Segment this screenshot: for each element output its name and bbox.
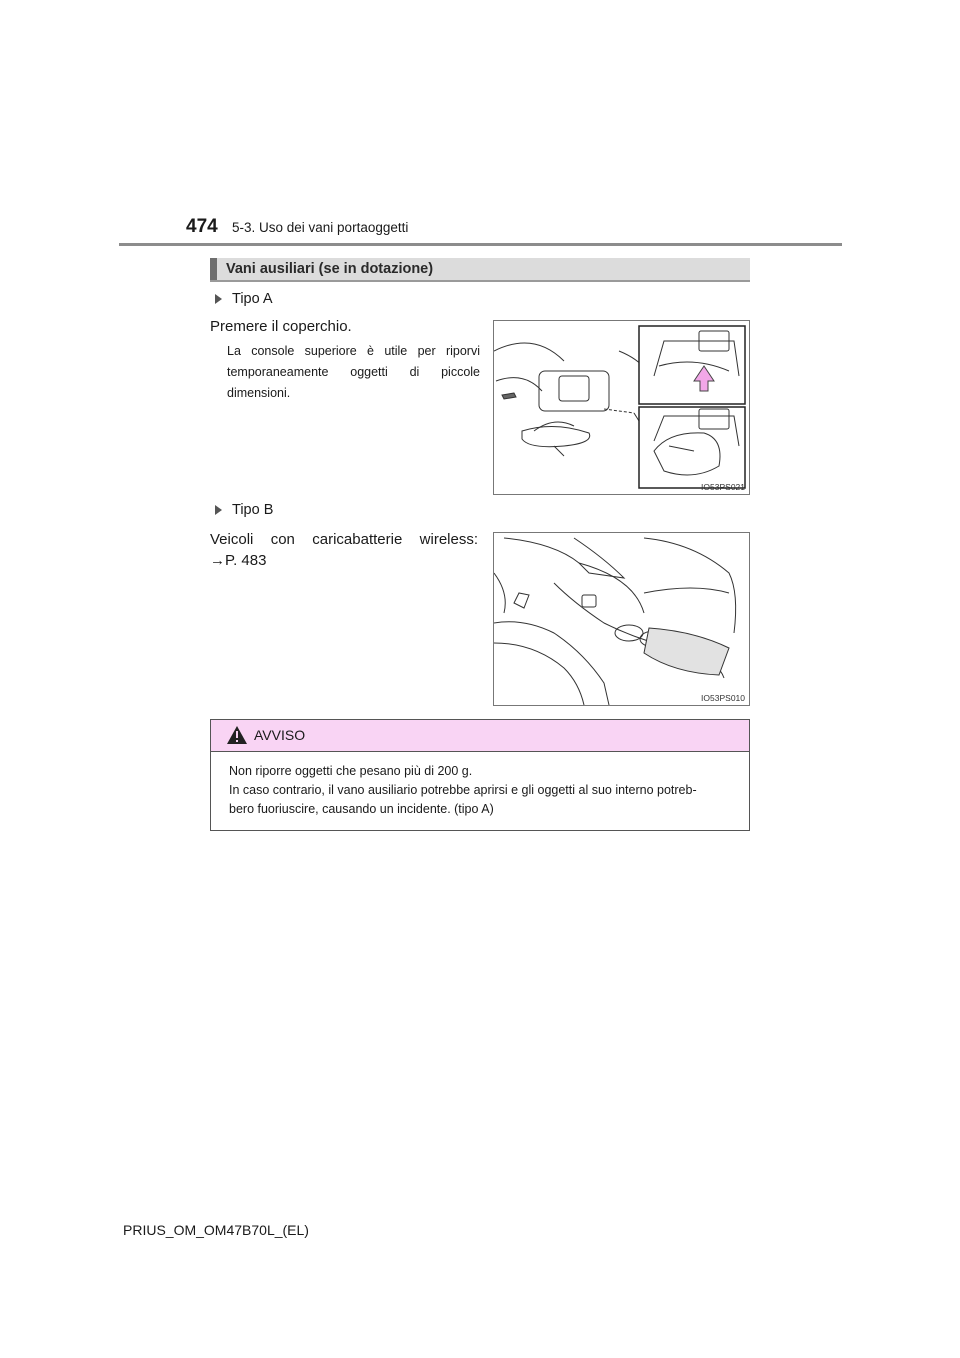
chapter-title: 5-3. Uso dei vani portaoggetti (232, 220, 409, 235)
type-b-instruction: Veicoli con caricabatterie wireless: (210, 531, 478, 548)
section-title: Vani ausiliari (se in dotazione) (226, 261, 434, 277)
bullet-arrow-icon (215, 294, 222, 304)
type-b-label: Tipo B (232, 502, 274, 518)
type-a-instruction: Premere il coperchio. (210, 318, 352, 335)
type-b-heading (215, 502, 273, 518)
warning-triangle-icon (227, 726, 247, 744)
page-number: 474 (186, 216, 218, 237)
type-a-heading (215, 291, 273, 307)
section-heading (210, 258, 750, 282)
warning-line: bero fuoriuscire, causando un incidente. (tipo A) (229, 802, 494, 816)
figure-center-console (493, 532, 750, 706)
figure-code-a: IO53PS021 (701, 482, 745, 492)
figure-code-b: IO53PS010 (701, 693, 745, 703)
warning-header (211, 720, 749, 752)
section-accent (210, 258, 217, 280)
header-rule (119, 243, 842, 246)
figure-overhead-console (493, 320, 750, 495)
overhead-console-illustration (494, 321, 749, 494)
warning-text (229, 762, 739, 819)
type-a-label: Tipo A (232, 291, 273, 307)
warning-line: In caso contrario, il vano ausiliario potrebbe aprirsi e gli oggetti al suo interno potreb- (229, 783, 697, 797)
type-a-note: La console superiore è utile per riporvi temporaneamente oggetti di piccole dimensioni. (227, 344, 480, 400)
warning-title: AVVISO (254, 727, 306, 743)
document-code: PRIUS_OM_OM47B70L_(EL) (123, 1222, 309, 1238)
center-console-illustration (494, 533, 749, 705)
warning-box (210, 719, 750, 831)
type-b-reference: →P. 483 (210, 552, 267, 569)
bullet-arrow-icon (215, 505, 222, 515)
warning-line: Non riporre oggetti che pesano più di 200 g. (229, 764, 473, 778)
